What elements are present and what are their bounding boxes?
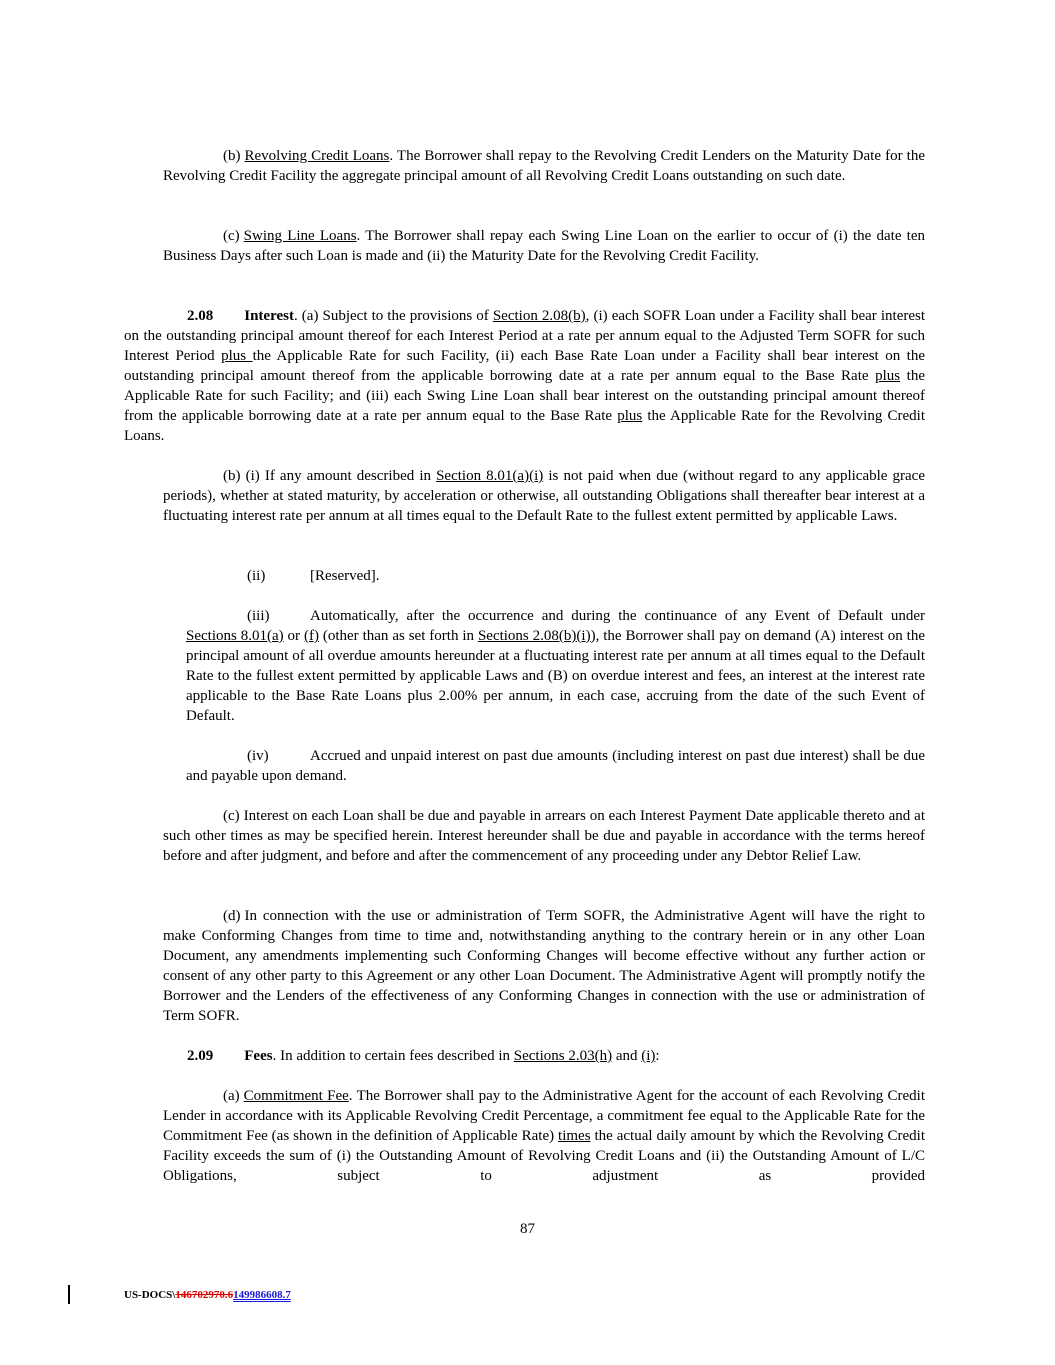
cross-reference: Sections 8.01(a) <box>186 628 284 644</box>
footer-prefix: US-DOCS\ <box>124 1289 176 1301</box>
paragraph-2-08-b-iv <box>186 746 925 786</box>
clause-title: Revolving Credit Loans <box>244 148 390 164</box>
document-id-footer <box>124 1288 291 1302</box>
cross-reference: Sections 2.03(h) <box>513 1048 613 1064</box>
times-term: times <box>558 1128 591 1144</box>
cross-reference: Sections 2.08(b)(i) <box>477 628 591 644</box>
section-title: Fees <box>244 1048 273 1064</box>
clause-body: In connection with the use or administration of Term SOFR, the Administrative Agent will have the right to make Conforming Changes from time to time and, notwithstanding anything to the contrary herein or in any other Loan Document, any amendments implementing such Conforming Changes will become effective without any further action or consent of any other party to this Agreement or any other Loan Document. The Administrative Agent will promptly notify the Borrower and the Lenders of the effectiveness of any Conforming Changes in connection with the use or administration of Term SOFR. <box>163 908 925 1024</box>
clause-label: (c) <box>223 228 240 244</box>
paragraph-2-08-b-i: (b) (i) If any amount described in Section 8.01(a)(i) is not paid when due (without regard to any applicable grace periods), whether at stated maturity, by acceleration or otherwise, all outstanding Obligations shall thereafter bear interest at a fluctuating interest rate per annum at all times equal to the Default Rate to the fullest extent permitted by applicable Laws. <box>163 468 925 524</box>
clause-label: (iii) <box>247 608 270 624</box>
cross-reference: Section 2.08(b) <box>492 308 586 324</box>
paragraph-2-08-d <box>163 906 925 1026</box>
clause-body: . The Borrower shall repay each Swing Line Loan on the earlier to occur of (i) the date ten Business Days after such Loan is made and (ii) the Maturity Date for the Revolving Credit Facility. <box>163 228 925 264</box>
section-2-08-interest: 2.08 Interest. (a) Subject to the provisions of Section 2.08(b), (i) each SOFR Loan under a Facility shall bear interest on the outstanding principal amount thereof for each Interest Period at a rate per annum equal to the Adjusted Term SOFR for such Interest Period plus the Applicable Rate for such Facility, (ii) each Base Rate Loan under a Facility shall bear interest on the outstanding principal amount thereof from the applicable borrowing date at a rate per annum equal to the Base Rate plus the Applicable Rate for such Facility; and (iii) each Swing Line Loan shall bear interest on the outstanding principal amount thereof from the applicable borrowing date at a rate per annum equal to the Base Rate plus the Applicable Rate for the Revolving Credit Loans. <box>124 308 926 444</box>
deleted-doc-id: 146702970.6 <box>175 1289 234 1301</box>
section-number: 2.08 <box>187 308 214 324</box>
clause-body: Accrued and unpaid interest on past due amounts (including interest on past due interest) shall be due and payable upon demand. <box>186 748 925 784</box>
clause-label: (a) <box>223 1088 240 1104</box>
clause-label: (c) <box>223 808 240 824</box>
clause-label: (d) <box>223 908 241 924</box>
paragraph-2-08-b-ii <box>247 566 847 586</box>
page-number: 87 <box>520 1221 535 1237</box>
clause-label: (iv) <box>247 748 269 764</box>
clause-title: Swing Line Loans <box>243 228 357 244</box>
cross-reference: Section 8.01(a)(i) <box>436 468 544 484</box>
section-title: Interest <box>244 308 294 324</box>
plus-term: plus <box>221 348 253 364</box>
clause-label: (b) (i) <box>223 468 260 484</box>
paragraph-2-07-b <box>163 146 925 186</box>
paragraph-2-09-a: (a) Commitment Fee. The Borrower shall pay to the Administrative Agent for the account of each Revolving Credit Lender in accordance with its Applicable Revolving Credit Percentage, a commitment fee equal to the Applicable Rate for the Commitment Fee (as shown in the definition of Applicable Rate) times the actual daily amount by which the Revolving Credit Facility exceeds the sum of (i) the Outstanding Amount of Revolving Credit Loans and (ii) the Outstanding Amount of L/C Obligations, subject to adjustment as provided <box>163 1088 926 1184</box>
section-number: 2.09 <box>187 1048 214 1064</box>
cross-reference: (f) <box>303 628 319 644</box>
clause-title: Commitment Fee <box>243 1088 349 1104</box>
clause-label: (ii) <box>247 568 266 584</box>
cross-reference: (i) <box>641 1048 656 1064</box>
plus-term: plus <box>875 368 901 384</box>
plus-term: plus <box>617 408 643 424</box>
paragraph-2-08-b-iii: (iii) Automatically, after the occurrence and during the continuance of any Event of Default under Sections 8.01(a) or (f) (other than as set forth in Sections 2.08(b)(i)), the Borrower shall pay on demand (A) interest on the principal amount of all overdue amounts hereunder at a fluctuating interest rate per annum at all times equal to the Default Rate to the fullest extent permitted by applicable Laws and (B) on overdue interest and fees, an interest at the interest rate applicable to the Base Rate Loans plus 2.00% per annum, in each case, accruing from the date of the such Event of Default. <box>186 608 925 724</box>
clause-body: . The Borrower shall repay to the Revolving Credit Lenders on the Maturity Date for the Revolving Credit Facility the aggregate principal amount of all Revolving Credit Loans outstanding on such date. <box>163 148 925 184</box>
clause-body: Interest on each Loan shall be due and payable in arrears on each Interest Payment Date applicable thereto and at such other times as may be specified herein. Interest hereunder shall be due and payable in accordance with the terms hereof before and after judgment, and before and after the commencement of any proceeding under any Debtor Relief Law. <box>163 808 925 864</box>
section-2-09-fees: 2.09 Fees. In addition to certain fees described in Sections 2.03(h) and (i): <box>187 1048 660 1064</box>
clause-body: [Reserved]. <box>310 568 380 584</box>
inserted-doc-id: 149986608.7 <box>233 1289 291 1301</box>
paragraph-2-08-c <box>163 806 925 866</box>
clause-label: (b) <box>223 148 241 164</box>
paragraph-2-07-c <box>163 226 925 266</box>
revision-change-bar <box>68 1285 70 1304</box>
